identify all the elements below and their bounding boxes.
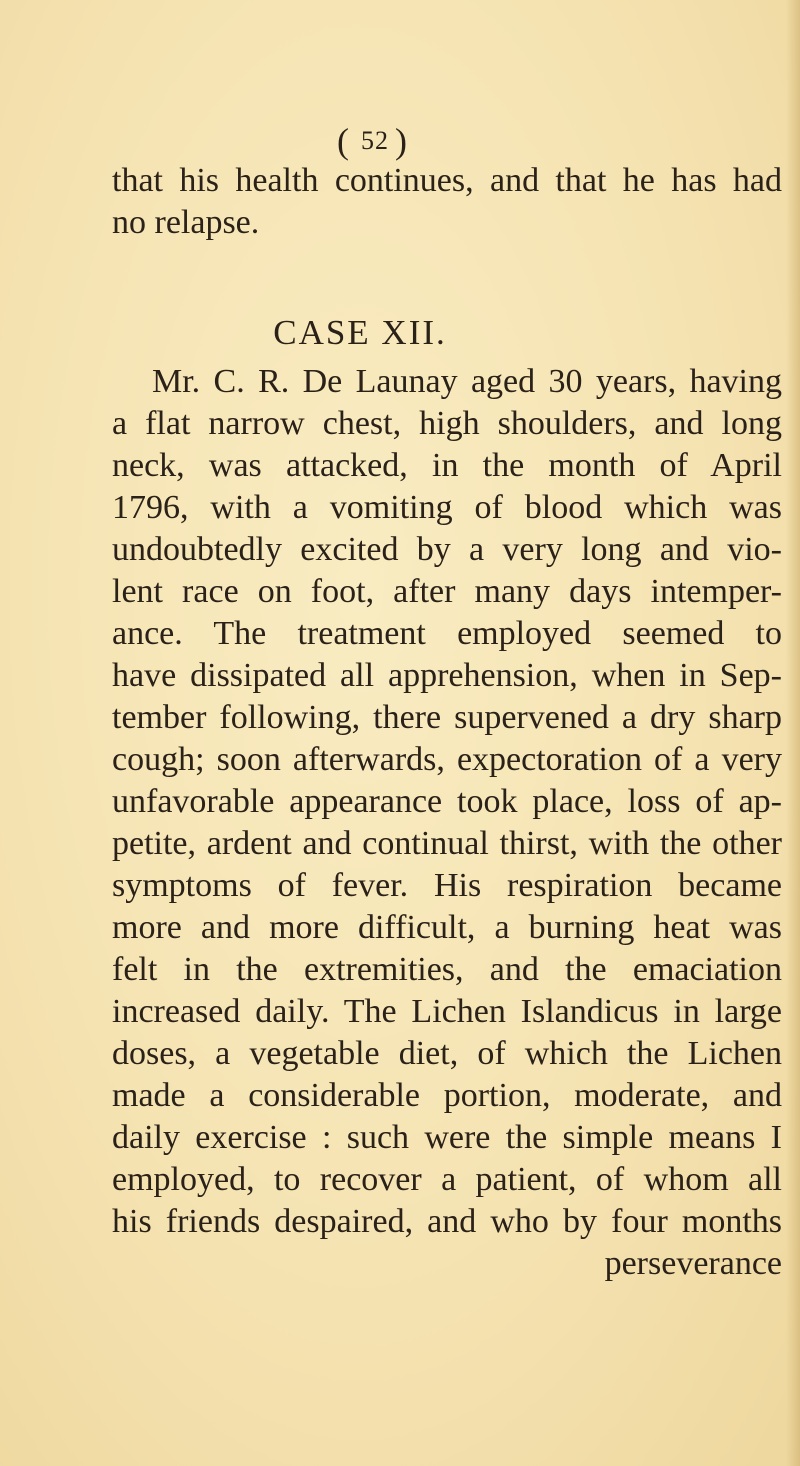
- text-line: daily exercise : such were the simple means I: [112, 1119, 782, 1156]
- text-line: that his health continues, and that he has had: [112, 162, 782, 199]
- text-line: felt in the extremities, and the emaciation: [112, 951, 782, 988]
- page-number: [0, 120, 750, 162]
- page-number-close-paren: ): [395, 121, 413, 161]
- text-line: cough; soon afterwards, expectoration of a very: [112, 741, 782, 778]
- text-line: employed, to recover a patient, of whom all: [112, 1161, 782, 1198]
- catchword: perseverance: [604, 1245, 782, 1282]
- text-line: increased daily. The Lichen Islandicus in large: [112, 993, 782, 1030]
- text-line: his friends despaired, and who by four months: [112, 1203, 782, 1240]
- text-line: doses, a vegetable diet, of which the Lichen: [112, 1035, 782, 1072]
- text-line: 1796, with a vomiting of blood which was: [112, 489, 782, 526]
- page-number-value: 52: [361, 126, 389, 155]
- text-line: ance. The treatment employed seemed to: [112, 615, 782, 652]
- text-line: undoubtedly excited by a very long and vio-: [112, 531, 782, 568]
- text-line: Mr. C. R. De Launay aged 30 years, having: [152, 363, 782, 400]
- text-line: petite, ardent and continual thirst, with the other: [112, 825, 782, 862]
- text-line: no relapse.: [112, 204, 260, 241]
- text-line: more and more difficult, a burning heat was: [112, 909, 782, 946]
- text-line: neck, was attacked, in the month of April: [112, 447, 782, 484]
- text-line: a flat narrow chest, high shoulders, and long: [112, 405, 782, 442]
- text-line: unfavorable appearance took place, loss of ap-: [112, 783, 782, 820]
- page-number-open-paren: (: [337, 121, 355, 161]
- case-heading: CASE XII.: [273, 313, 447, 352]
- text-line: symptoms of fever. His respiration became: [112, 867, 782, 904]
- text-line: made a considerable portion, moderate, and: [112, 1077, 782, 1114]
- text-line: tember following, there supervened a dry sharp: [112, 699, 782, 736]
- text-line: have dissipated all apprehension, when in Sep-: [112, 657, 782, 694]
- text-line: lent race on foot, after many days intemper-: [112, 573, 782, 610]
- page-edge-shadow: [786, 0, 800, 1466]
